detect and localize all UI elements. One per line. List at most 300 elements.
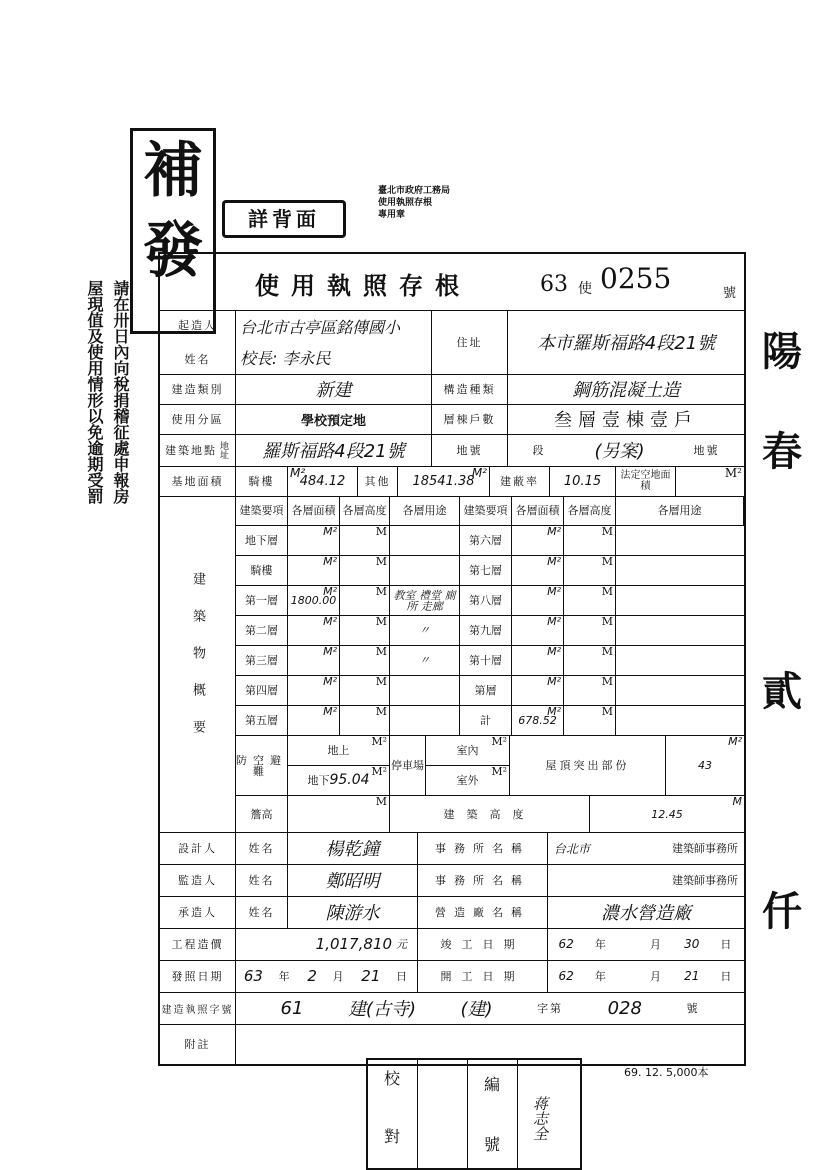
arcade-label: 騎樓 [248, 475, 275, 488]
number-hao: 號 [484, 1135, 501, 1154]
side-note-text: 卅日內 [111, 312, 130, 360]
eaves-unit: M [375, 795, 387, 808]
use-zone-row [160, 404, 744, 435]
arcade-unit: M² [290, 466, 306, 480]
legal-open-label-cell [616, 466, 676, 496]
site-label: 建築地點 [165, 444, 217, 457]
cost-label-cell [160, 928, 236, 960]
completion-label: 竣工日期 [440, 938, 525, 951]
cost-value-cell [236, 928, 418, 960]
detail-back-stamp: 詳背面 [222, 200, 346, 238]
number-cell [468, 1060, 518, 1168]
permit-ref-office: 建(古寺) [347, 999, 416, 1020]
shelter-below [288, 766, 390, 796]
contractor-name-label-cell [236, 896, 288, 928]
reviewer-seal: 蒋志全 [531, 1096, 549, 1141]
floor-area-left [288, 646, 340, 676]
supervisor-label: 監造人 [178, 874, 217, 887]
issue-day: 21 [361, 967, 381, 985]
lot-label-cell [432, 434, 508, 466]
shelter-below-value: 95.04 [329, 772, 370, 788]
contractor-firm-label-cell [418, 896, 548, 928]
right-margin-handwriting [752, 320, 822, 940]
review-dui: 對 [384, 1127, 401, 1146]
roof-value: 43 M² [666, 736, 744, 796]
shelter-below-label: 地下 [307, 774, 330, 787]
floor-area-right [512, 676, 564, 706]
coverage-value-cell [550, 466, 616, 496]
arcade-area: 484.12 [299, 473, 346, 489]
floor-name-left: 地下層 [236, 526, 288, 556]
designer-label: 設計人 [178, 842, 217, 855]
side-note-text: 受罰 [85, 472, 104, 504]
issue-year-unit: 年 [278, 970, 292, 983]
floor-name-right: 第九層 [460, 616, 512, 646]
floor-height-right [564, 646, 616, 676]
building-header: 各層面積 [512, 496, 564, 526]
supervisor-office-cell [548, 864, 744, 896]
floor-area-left: 1800.00 M² [288, 586, 340, 616]
official-seal-line-1: 臺北市政府工務局 [378, 186, 451, 196]
official-seal [378, 185, 598, 225]
floor-height-right [564, 616, 616, 646]
building-header: 建築要項 [236, 496, 288, 526]
coverage-label: 建蔽率 [500, 475, 539, 488]
height-unit-m: M [601, 555, 613, 568]
contractor-label: 承造人 [178, 906, 217, 919]
start-label: 開工日期 [440, 970, 525, 983]
floor-name-right: 第六層 [460, 526, 512, 556]
floors-label: 層棟戶數 [443, 413, 496, 426]
designer-office-label-cell [418, 832, 548, 864]
address-label: 住址 [456, 336, 483, 349]
issue-label-cell [160, 960, 236, 992]
floor-height-left [340, 646, 390, 676]
structure-value: 鋼筋混凝土造 [572, 380, 680, 401]
supervisor-row [160, 864, 744, 897]
parking-outdoor: 室外 M² [426, 766, 510, 796]
building-type-label: 建造類別 [171, 383, 224, 396]
right-margin-char: 春 [762, 428, 802, 475]
area-unit-m2: M² [547, 675, 561, 688]
address-value: 本市羅斯福路4段21號 [536, 333, 716, 354]
designer-label-cell [160, 832, 236, 864]
floors-value-cell [508, 404, 744, 434]
designer-name-label-cell [236, 832, 288, 864]
cost-unit: 元 [396, 938, 409, 951]
right-margin-char: 仟 [762, 888, 802, 935]
supplement-stamp-char-1: 補 [143, 136, 203, 206]
contractor-firm: 濃水營造廠 [601, 903, 691, 924]
contractor-label-cell [160, 896, 236, 928]
area-unit-m2: M² [323, 645, 337, 658]
designer-office-cell [548, 832, 744, 864]
arcade-label-cell [236, 466, 288, 496]
floor-height-right [564, 586, 616, 616]
contractor-row [160, 896, 744, 929]
permit-ref-label-cell [160, 992, 236, 1024]
side-note-col-2 [84, 280, 104, 504]
area-unit-m2: M² [547, 645, 561, 658]
base-area-row [160, 466, 744, 497]
right-margin-char: 貳 [762, 668, 802, 715]
start-day-unit: 日 [720, 970, 734, 983]
issue-label: 發照日期 [171, 970, 224, 983]
parking-indoor: 室內 M² [426, 736, 510, 766]
start-value-cell [548, 960, 744, 992]
seal-cell [518, 1060, 578, 1168]
height-unit-m: M [601, 675, 613, 688]
floor-height-right [564, 676, 616, 706]
lot-section: 段 [532, 444, 546, 457]
height-unit-m: M [375, 615, 387, 628]
height-unit-m: M [601, 705, 613, 718]
floor-use-left [390, 526, 460, 556]
review-blank-cell [418, 1060, 468, 1168]
print-info: 69. 12. 5,000本 [624, 1066, 709, 1079]
lot-suffix: 地號 [693, 444, 720, 457]
building-type-value: 新建 [315, 380, 352, 401]
permit-ref-label: 建造執照字號 [161, 1004, 234, 1016]
permit-ref-hao: 號 [686, 1002, 700, 1015]
floor-area-left [288, 556, 340, 586]
shelter-above-unit: M² [371, 735, 387, 748]
floor-area-left [288, 706, 340, 736]
lot-label: 地號 [456, 444, 483, 457]
floor-name-right: 計 [460, 706, 512, 736]
shelter-above: 地上 M² [288, 736, 390, 766]
floor-use-right [616, 586, 744, 616]
floors-value: 叁層壹棟壹戶 [554, 410, 698, 431]
side-note-col-1 [110, 280, 130, 504]
legal-open-unit: M² [724, 466, 742, 480]
site-value: 羅斯福路4段21號 [262, 441, 405, 462]
parking-outdoor-unit: M² [491, 765, 507, 778]
height-unit-m: M [601, 525, 613, 538]
contractor-firm-label: 營造廠名稱 [435, 906, 530, 919]
floor-height-left [340, 676, 390, 706]
parking-indoor-unit: M² [491, 735, 507, 748]
site-label-cell [160, 434, 236, 466]
start-day: 21 [684, 969, 700, 983]
side-note-text: 申報房 [111, 456, 130, 504]
completion-label-cell [418, 928, 548, 960]
designer-name-cell [288, 832, 418, 864]
cost-value: 1,017,810 [315, 935, 392, 953]
building-header: 各層用途 [390, 496, 460, 526]
building-height-label: 建築高度 [390, 796, 590, 832]
side-note-text: 以免 [85, 408, 104, 440]
use-zone-value: 學校預定地 [300, 413, 366, 429]
floor-name-left: 第二層 [236, 616, 288, 646]
legal-open-value-cell [676, 466, 744, 496]
structure-label: 構造種類 [443, 383, 496, 396]
floor-area-right [512, 616, 564, 646]
use-zone-label-cell [160, 404, 236, 434]
cost-label: 工程造價 [171, 938, 224, 951]
issue-row [160, 960, 744, 993]
permit-ref-number: 028 [607, 997, 642, 1019]
building-type-label-cell [160, 374, 236, 404]
floor-use-right [616, 646, 744, 676]
structure-label-cell [432, 374, 508, 404]
building-header: 各層面積 [288, 496, 340, 526]
supervisor-office-suffix: 建築師事務所 [672, 874, 738, 887]
permit-ref-value-cell [236, 992, 744, 1024]
designer-name: 楊乾鐘 [325, 839, 380, 860]
floor-height-left [340, 526, 390, 556]
floor-area-right [512, 586, 564, 616]
permit-ref-zi: 字第 [537, 1002, 564, 1015]
floor-use-right [616, 526, 744, 556]
floor-use-right [616, 706, 744, 736]
building-header: 各層用途 [616, 496, 744, 526]
side-note-text: 逾期 [85, 440, 104, 472]
use-zone-value-cell [236, 404, 432, 434]
floor-height-left [340, 616, 390, 646]
start-label-cell [418, 960, 548, 992]
floor-height-left [340, 586, 390, 616]
floor-name-right: 第八層 [460, 586, 512, 616]
right-margin-char: 陽 [762, 328, 802, 375]
issue-year: 63 [243, 967, 263, 985]
use-zone-label: 使用分區 [171, 413, 224, 426]
floor-name-left: 第一層 [236, 586, 288, 616]
permit-form [158, 252, 746, 1066]
number-bian: 編 [484, 1075, 501, 1094]
side-note-text: 值及 [85, 312, 104, 344]
building-header: 各層高度 [564, 496, 616, 526]
legal-open-label: 法定空地面積 [620, 470, 671, 492]
floor-area-left [288, 676, 340, 706]
side-note [80, 280, 132, 600]
notes-label: 附註 [184, 1038, 211, 1051]
floor-name-left: 第五層 [236, 706, 288, 736]
builder-value: 台北市古亭區銘傳國小 [240, 318, 401, 337]
building-header: 建築要項 [460, 496, 512, 526]
eaves-value [288, 796, 390, 832]
completion-year: 62 [558, 937, 574, 951]
site-row [160, 434, 744, 467]
builder-row [160, 310, 744, 375]
building-summary-label-cell [160, 496, 236, 832]
building-summary-label: 建築物概要 [190, 571, 205, 757]
supervisor-name: 鄭昭明 [325, 871, 380, 892]
permit-ref-year: 61 [280, 997, 304, 1019]
builder-label-cell [160, 310, 236, 374]
area-unit-m2: M² [323, 615, 337, 628]
permit-ref-type: (建) [460, 999, 493, 1020]
address-label-cell [432, 310, 508, 374]
floor-height-right [564, 526, 616, 556]
completion-day-unit: 日 [720, 938, 734, 951]
floor-name-right: 第十層 [460, 646, 512, 676]
floor-use-left: 〃 [390, 616, 460, 646]
permit-ref-row [160, 992, 744, 1025]
contractor-name: 陳游水 [325, 903, 380, 924]
start-year-unit: 年 [594, 970, 608, 983]
floor-name-right: 第七層 [460, 556, 512, 586]
floor-use-left [390, 706, 460, 736]
contractor-name-label: 姓名 [248, 906, 275, 919]
other-unit: M² [471, 466, 487, 480]
building-height-unit: M [732, 795, 742, 808]
floor-area-right: 678.52 M² [512, 706, 564, 736]
builder-label: 起造人 [178, 319, 217, 332]
use-word: 使 [578, 281, 592, 297]
floor-name-left: 第四層 [236, 676, 288, 706]
shelter-below-unit: M² [371, 765, 387, 778]
base-area-label: 基地面積 [171, 475, 224, 488]
name-label: 姓名 [184, 353, 211, 366]
height-unit-m: M [601, 645, 613, 658]
site-sub-label: 地址 [218, 441, 228, 459]
building-header: 各層高度 [340, 496, 390, 526]
floors-label-cell [432, 404, 508, 434]
lot-value: (另案) [594, 441, 645, 462]
area-unit-m2: M² [323, 585, 337, 598]
area-unit-m2: M² [323, 705, 337, 718]
designer-name-label: 姓名 [248, 842, 275, 855]
issue-value-cell [236, 960, 418, 992]
supervisor-name-label: 姓名 [248, 874, 275, 887]
area-unit-m2: M² [547, 615, 561, 628]
other-label: 其他 [364, 475, 391, 488]
area-unit-m2: M² [323, 525, 337, 538]
shelter-label: 防空避難 [236, 736, 288, 796]
side-note-text: 稽征處 [111, 408, 130, 456]
height-unit-m: M [375, 525, 387, 538]
supervisor-label-cell [160, 864, 236, 896]
side-note-text: 向稅捐 [111, 360, 130, 408]
floor-area-right [512, 646, 564, 676]
review-jiao: 校 [384, 1069, 401, 1088]
supervisor-office-label-cell [418, 864, 548, 896]
notes-label-cell [160, 1024, 236, 1064]
arcade-area-cell [288, 466, 358, 496]
start-year: 62 [558, 969, 574, 983]
bottom-review-block [366, 1058, 582, 1170]
area-unit-m2: M² [547, 705, 561, 718]
designer-office-value: 台北市 [554, 841, 591, 856]
height-unit-m: M [375, 675, 387, 688]
lot-value-cell [508, 434, 744, 466]
completion-month-unit: 月 [650, 938, 663, 951]
title-row [160, 254, 744, 311]
height-unit-m: M [375, 585, 387, 598]
permit-number: 0255 [600, 262, 672, 295]
side-note-text: 請在 [111, 280, 130, 312]
issue-month: 2 [307, 967, 317, 985]
floor-height-left [340, 706, 390, 736]
area-unit-m2: M² [547, 555, 561, 568]
floor-area-left [288, 616, 340, 646]
site-value-cell [236, 434, 432, 466]
contractor-firm-cell [548, 896, 744, 928]
other-area: 18541.38 [412, 473, 475, 489]
address-value-cell [508, 310, 744, 374]
cost-row [160, 928, 744, 961]
roof-unit: M² [728, 735, 742, 748]
floor-use-left [390, 676, 460, 706]
form-title: 使用執照存根 [255, 271, 471, 300]
other-label-cell [358, 466, 398, 496]
official-seal-line-3: 專用章 [378, 210, 406, 220]
area-unit-m2: M² [547, 525, 561, 538]
review-cell [368, 1060, 418, 1168]
designer-office-suffix: 建築師事務所 [672, 842, 738, 855]
coverage-label-cell [490, 466, 550, 496]
designer-row [160, 832, 744, 865]
supervisor-name-cell [288, 864, 418, 896]
floor-area-right [512, 556, 564, 586]
area-unit-m2: M² [323, 675, 337, 688]
roof-label: 屋頂突出部份 [510, 736, 666, 796]
start-month-unit: 月 [650, 970, 663, 983]
builder-name-value: 校長: 李永民 [240, 349, 331, 368]
designer-office-label: 事務所名稱 [435, 842, 530, 855]
floor-height-left [340, 556, 390, 586]
floor-height-right [564, 556, 616, 586]
contractor-name-cell [288, 896, 418, 928]
coverage-value: 10.15 [563, 473, 602, 489]
supervisor-name-label-cell [236, 864, 288, 896]
completion-year-unit: 年 [594, 938, 608, 951]
base-area-label-cell [160, 466, 236, 496]
completion-day: 30 [684, 937, 700, 951]
floor-name-left: 騎樓 [236, 556, 288, 586]
supervisor-office-label: 事務所名稱 [435, 874, 530, 887]
floor-area-left [288, 526, 340, 556]
issue-month-unit: 月 [332, 970, 346, 983]
floor-name-left: 第三層 [236, 646, 288, 676]
floor-use-left: 〃 [390, 646, 460, 676]
area-unit-m2: M² [323, 555, 337, 568]
eaves-label: 簷高 [236, 796, 288, 832]
floor-area-right [512, 526, 564, 556]
height-unit-m: M [375, 645, 387, 658]
height-unit-m: M [375, 705, 387, 718]
building-grid [236, 496, 744, 832]
official-seal-line-2: 使用執照存根 [378, 198, 433, 208]
floor-use-right [616, 676, 744, 706]
number-suffix: 號 [723, 286, 737, 301]
structure-value-cell [508, 374, 744, 404]
building-type-value-cell [236, 374, 432, 404]
side-note-text: 屋現 [85, 280, 104, 312]
building-type-row [160, 374, 744, 405]
building-summary [160, 496, 744, 833]
height-unit-m: M [375, 555, 387, 568]
parking-label: 停車場 [390, 736, 426, 796]
side-note-text: 使用 [85, 344, 104, 376]
floor-name-right: 第層 [460, 676, 512, 706]
builder-value-cell [236, 310, 432, 374]
floor-use-left [390, 556, 460, 586]
other-area-cell [398, 466, 490, 496]
floor-use-right [616, 616, 744, 646]
height-unit-m: M [601, 585, 613, 598]
area-unit-m2: M² [547, 585, 561, 598]
permit-prefix: 63 [540, 272, 568, 297]
floor-height-right [564, 706, 616, 736]
supplement-stamp-char-2: 發 [143, 216, 203, 286]
side-note-text: 情形 [85, 376, 104, 408]
floor-use-right [616, 556, 744, 586]
floor-use-left: 教室 禮堂 廁所 走廊 [390, 586, 460, 616]
building-height-value: 12.45 M [651, 795, 742, 821]
completion-value-cell [548, 928, 744, 960]
